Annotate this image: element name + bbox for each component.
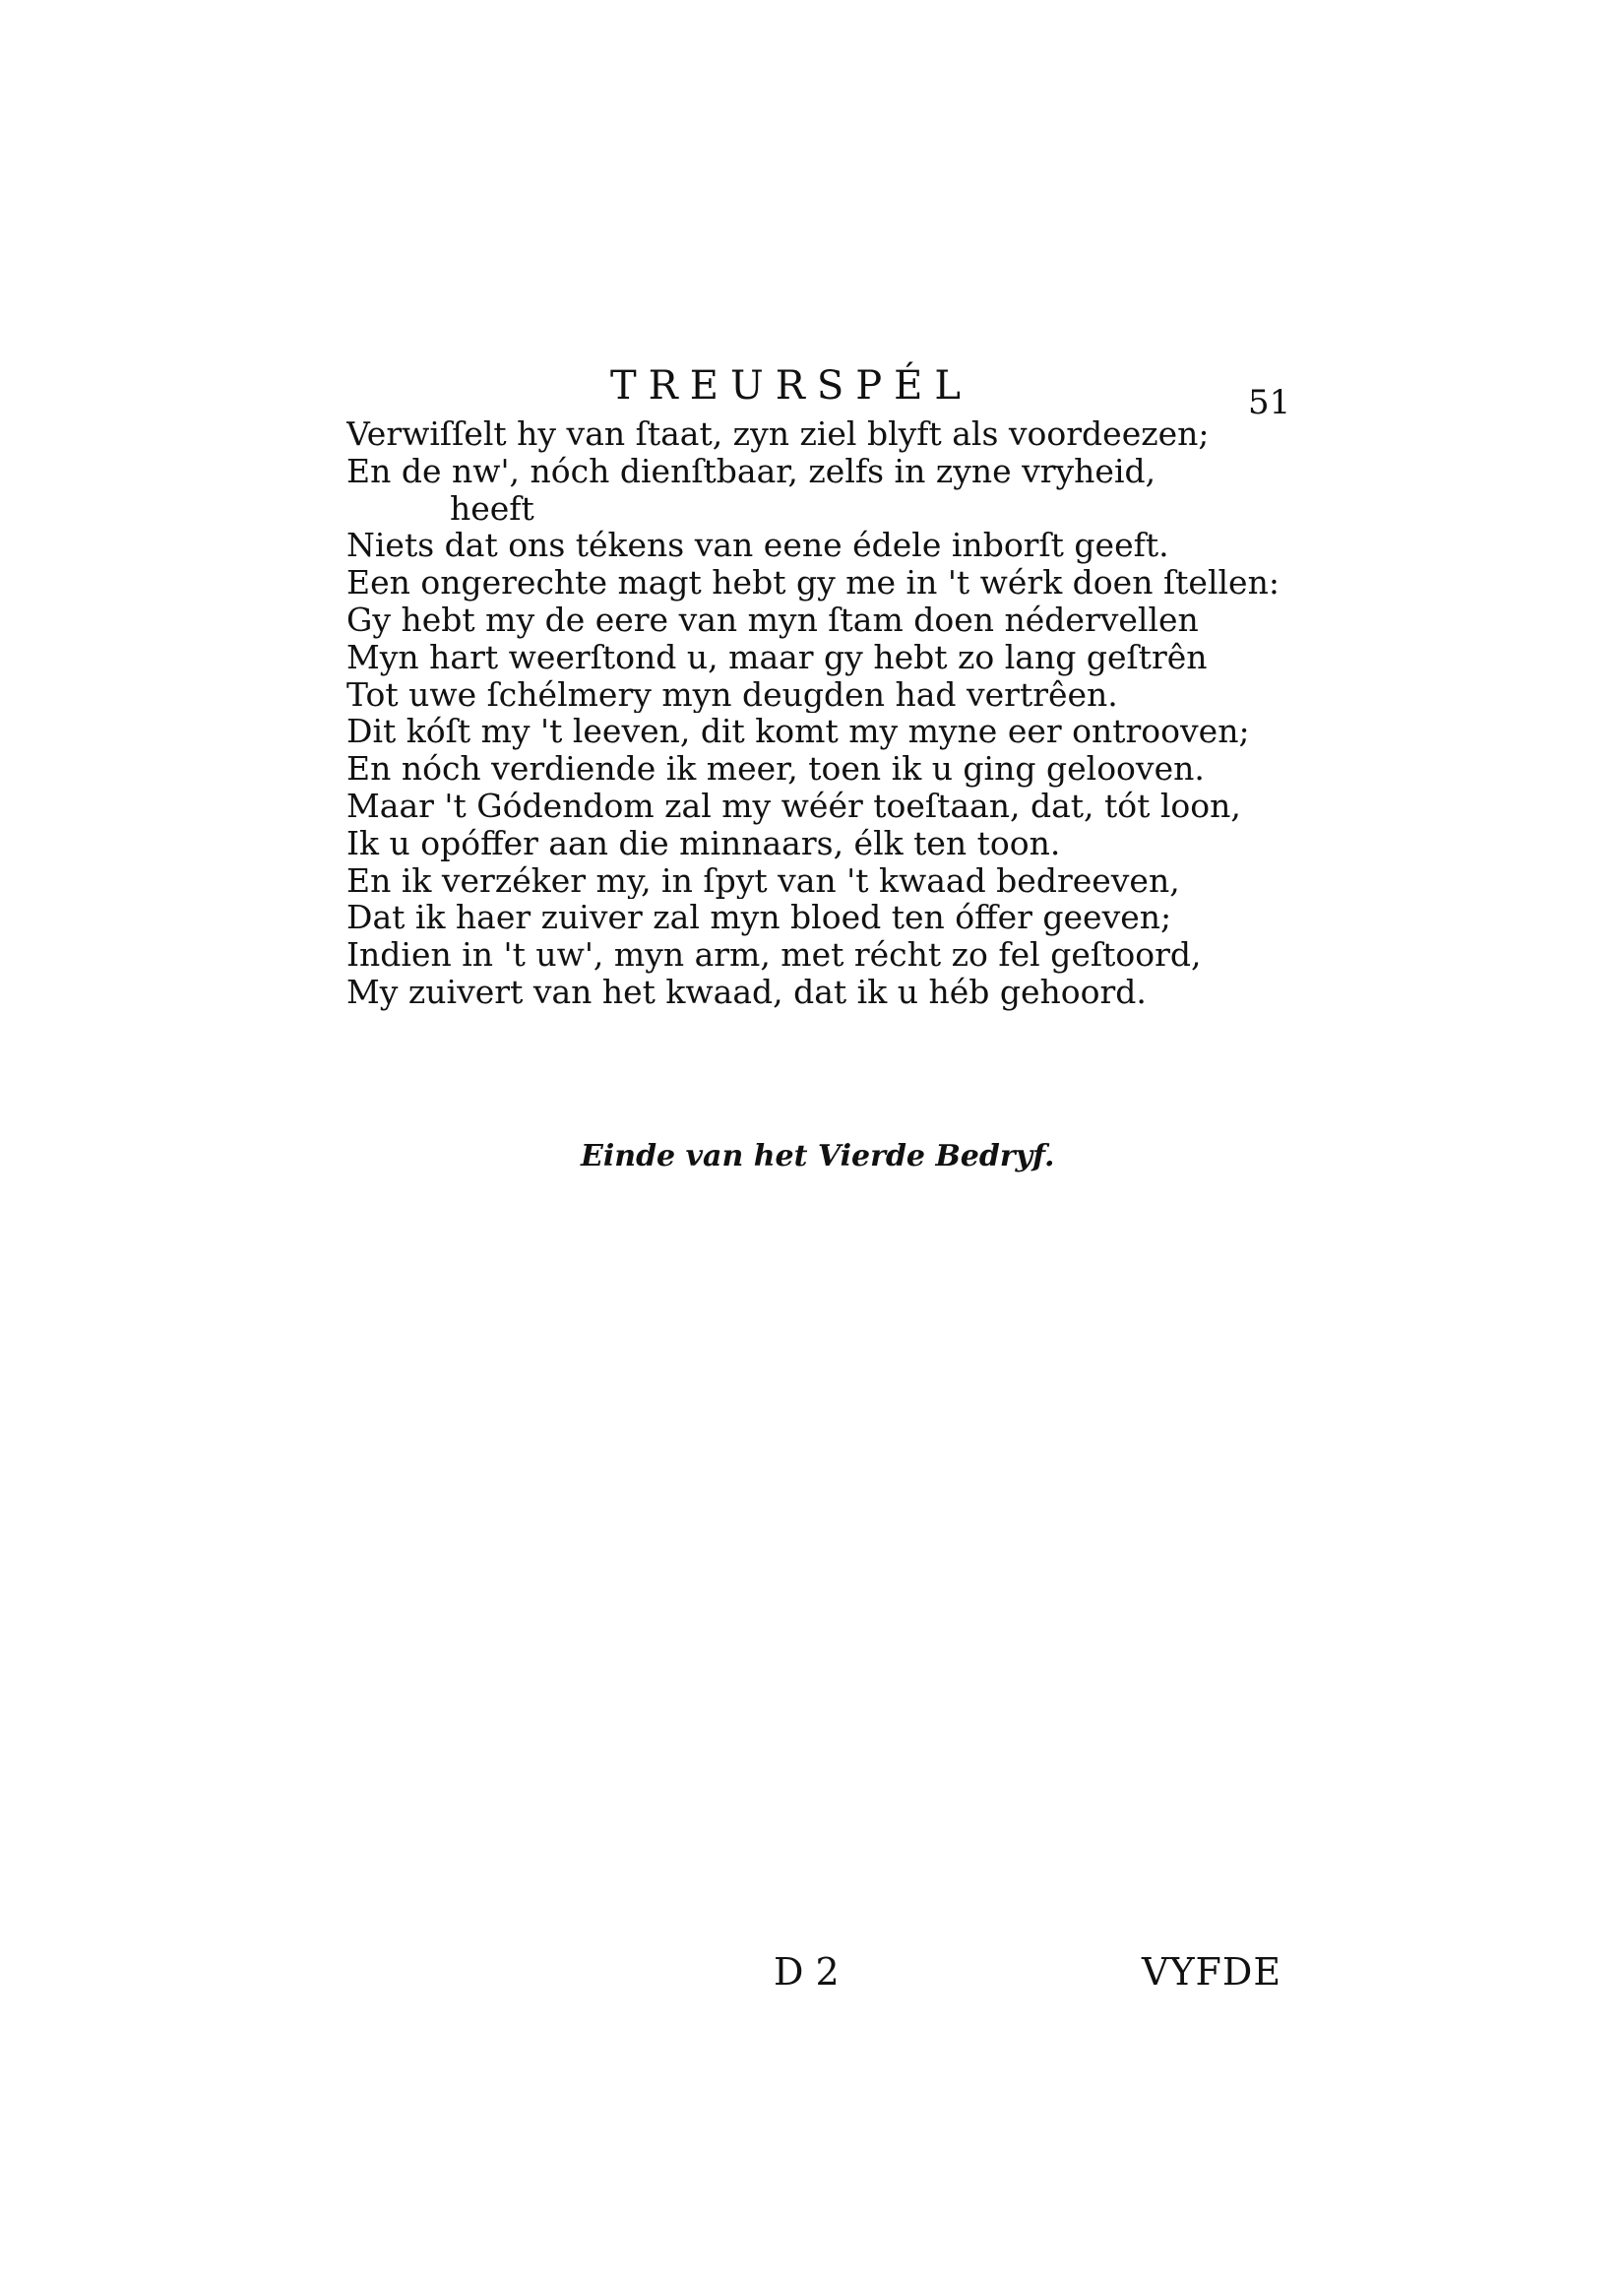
verse-line: Verwiſſelt hy van ſtaat, zyn ziel blyft als voordeezen; xyxy=(346,415,1210,453)
verse-line: Maar 't Gódendom zal my wéér toeſtaan, dat, tót loon, xyxy=(346,787,1241,825)
verse-line: Ik u opóffer aan die minnaars, élk ten toon. xyxy=(346,824,1061,862)
verse-line: Dat ik haer zuiver zal myn bloed ten óffer geeven; xyxy=(346,899,1172,937)
verse-line: Niets dat ons tékens van eene édele inborſt geeft. xyxy=(346,527,1169,565)
act-end-caption: Einde van het Vierde Bedryf. xyxy=(581,1139,1055,1173)
catchword: VYFDE xyxy=(1142,1950,1282,1994)
verse-line: Een ongerechte magt hebt gy me in 't wérk doen ſtellen: xyxy=(346,564,1280,602)
verse-turnover: heeft xyxy=(450,489,534,528)
running-title: TREURSPÉL xyxy=(610,363,972,409)
verse-line: Dit kóſt my 't leeven, dit komt my myne eer ontrooven; xyxy=(346,713,1250,751)
verse-line: Tot uwe ſchélmery myn deugden had vertrêen. xyxy=(346,675,1118,714)
verse-line: En nóch verdiende ik meer, toen ik u ging gelooven. xyxy=(346,750,1205,788)
page-number: 51 xyxy=(1248,383,1291,422)
verse-block xyxy=(346,415,1291,1011)
verse-line: En ik verzéker my, in ſpyt van 't kwaad bedreeven, xyxy=(346,861,1180,900)
verse-line: Myn hart weerſtond u, maar gy hebt zo lang geſtrên xyxy=(346,638,1208,676)
verse-line: Indien in 't uw', myn arm, met récht zo fel geſtoord, xyxy=(346,936,1202,974)
verse-line: Gy hebt my de eere van myn ſtam doen nédervellen xyxy=(346,601,1199,639)
signature-mark: D 2 xyxy=(774,1950,840,1994)
verse-line: My zuivert van het kwaad, dat ik u héb gehoord. xyxy=(346,973,1147,1011)
verse-line: En de nw', nóch dienſtbaar, zelfs in zyne vryheid, xyxy=(346,452,1156,490)
